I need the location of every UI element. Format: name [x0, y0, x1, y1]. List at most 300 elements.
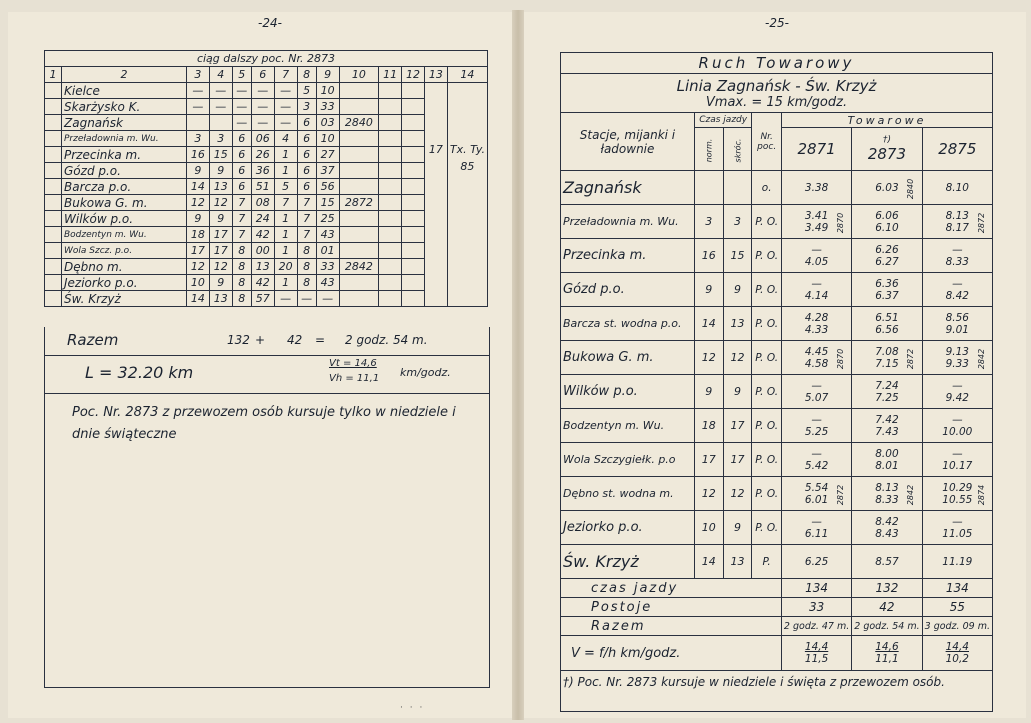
- postoje-row: [561, 598, 993, 617]
- cell-c12: [402, 179, 425, 195]
- czas-skroc: 3: [723, 205, 752, 239]
- cell-c6: 26: [251, 147, 274, 163]
- cell-c6: 08: [251, 195, 274, 211]
- left-note: Poc. Nr. 2873 z przewozem osób kursuje tylko w niedziele i dnie świąteczne: [72, 405, 456, 442]
- time-arrival: 6.25: [804, 555, 829, 568]
- cell-c5: 6: [232, 131, 251, 147]
- table-row: [561, 409, 993, 443]
- time-departure: 6.27: [875, 255, 899, 268]
- cell-c7: 1: [274, 227, 297, 243]
- czas-jazdy-row-label: czas jazdy: [561, 579, 782, 598]
- line-name: Linia Zagnańsk - Św. Krzyż: [676, 76, 877, 95]
- cell-c10: [339, 163, 379, 179]
- cell-c3: 17: [187, 243, 210, 259]
- cell-c9: 27: [316, 147, 339, 163]
- col-number: 14: [447, 67, 487, 83]
- crossing-train: 2874: [976, 484, 986, 506]
- speed-vh: 11,1: [875, 653, 899, 665]
- station-name: Św. Krzyż: [561, 545, 695, 579]
- time-cell-t1: [781, 341, 851, 375]
- cell-c7: 1: [274, 163, 297, 179]
- time-departure: 11.05: [942, 527, 973, 540]
- time-cell-t3: [922, 545, 992, 579]
- cell-c7: 5: [274, 179, 297, 195]
- col-norm-header: norm.: [704, 138, 714, 162]
- station-name: Barcza p.o.: [62, 179, 187, 195]
- time-arrival: 4.45: [804, 345, 829, 358]
- czas-skroc: 12: [723, 477, 752, 511]
- cell-c9: 56: [316, 179, 339, 195]
- vmax: Vmax. = 15 km/godz.: [705, 94, 848, 110]
- czas-norm: 9: [694, 273, 723, 307]
- table-row: [45, 83, 488, 99]
- cell-c5: 8: [232, 259, 251, 275]
- cell-c10: [339, 179, 379, 195]
- czas-jazdy-row: [561, 579, 993, 598]
- left-razem-row: [44, 327, 490, 356]
- cell-c3: [187, 115, 210, 131]
- razem-eq: =: [315, 333, 326, 347]
- station-name: Zagnańsk: [62, 115, 187, 131]
- cell-c4: —: [209, 83, 232, 99]
- station-name: Przecinka m.: [561, 239, 695, 273]
- cell-c12: [402, 275, 425, 291]
- col-number: 7: [274, 67, 297, 83]
- side-14-bottom: 85: [460, 160, 475, 173]
- cell-c11: [379, 291, 402, 307]
- cell-c4: 15: [209, 147, 232, 163]
- station-name: Bukowa G. m.: [62, 195, 187, 211]
- cell-c9: 43: [316, 275, 339, 291]
- column-number-row: [45, 67, 488, 83]
- cell-c4: 13: [209, 291, 232, 307]
- cell-c10: 2840: [339, 115, 379, 131]
- speed-value: [852, 636, 922, 671]
- cell-c5: —: [232, 115, 251, 131]
- speed-vh: 11,5: [804, 653, 829, 665]
- cell-c8: 6: [297, 179, 316, 195]
- cell-c12: [402, 99, 425, 115]
- czas-norm: 14: [694, 307, 723, 341]
- razem-row-value: 3 godz. 09 m.: [922, 617, 992, 636]
- razem-label: Razem: [67, 331, 119, 349]
- arrival-departure-marker: P. O.: [752, 307, 781, 341]
- time-arrival: —: [952, 277, 963, 290]
- time-cell-t1: [781, 409, 851, 443]
- cell-c8: 8: [297, 243, 316, 259]
- left-timetable: [44, 50, 488, 307]
- time-departure: 8.42: [945, 289, 969, 302]
- station-name: Wilków p.o.: [561, 375, 695, 409]
- time-departure: 7.43: [875, 425, 899, 438]
- row-marker: [45, 99, 62, 115]
- czas-norm: 17: [694, 443, 723, 477]
- czas-norm: 12: [694, 477, 723, 511]
- time-arrival: —: [952, 515, 963, 528]
- cell-c3: 14: [187, 291, 210, 307]
- czas-norm: 18: [694, 409, 723, 443]
- time-arrival: 6.06: [875, 209, 899, 222]
- time-departure: 9.01: [945, 323, 969, 336]
- cell-c4: 9: [209, 275, 232, 291]
- cell-c10: [339, 291, 379, 307]
- time-departure: 10.00: [942, 425, 973, 438]
- left-speed-row: [44, 355, 490, 394]
- speed-unit: km/godz.: [400, 366, 451, 379]
- cell-c9: 25: [316, 211, 339, 227]
- train-2873: [852, 128, 922, 171]
- crossing-train: 2870: [836, 348, 846, 370]
- col-number: 13: [424, 67, 447, 83]
- col-number: 2: [62, 67, 187, 83]
- razem-b: 42: [287, 333, 303, 347]
- cell-c11: [379, 83, 402, 99]
- cell-c9: 01: [316, 243, 339, 259]
- cell-c10: 2872: [339, 195, 379, 211]
- cell-c3: 18: [187, 227, 210, 243]
- table-row: [45, 211, 488, 227]
- row-marker: [45, 147, 62, 163]
- table-row: [45, 179, 488, 195]
- cell-c5: —: [232, 99, 251, 115]
- time-cell-t3: [922, 375, 992, 409]
- speed-vt: 14,4: [945, 641, 969, 653]
- cell-c12: [402, 147, 425, 163]
- col-number: 5: [232, 67, 251, 83]
- cell-c4: 12: [209, 195, 232, 211]
- cell-c7: 1: [274, 147, 297, 163]
- time-departure: 6.01: [804, 493, 829, 506]
- side-col-14: [447, 83, 487, 307]
- right-timetable: [560, 52, 993, 712]
- time-arrival: 8.00: [875, 447, 899, 460]
- cell-c12: [402, 291, 425, 307]
- cell-c3: 16: [187, 147, 210, 163]
- time-arrival: —: [811, 515, 822, 528]
- czas-norm: 10: [694, 511, 723, 545]
- time-arrival: 8.10: [945, 181, 969, 194]
- station-name: Barcza st. wodna p.o.: [561, 307, 695, 341]
- cell-c7: 1: [274, 243, 297, 259]
- table-row: [45, 227, 488, 243]
- train-2875: [922, 128, 992, 171]
- czas-skroc: 9: [723, 511, 752, 545]
- row-marker: [45, 179, 62, 195]
- cell-c12: [402, 83, 425, 99]
- train-number: 2875: [938, 140, 977, 158]
- cell-c8: 7: [297, 227, 316, 243]
- razem-plus: +: [255, 333, 266, 347]
- vh-value: Vh = 11,1: [329, 373, 380, 384]
- time-departure: 5.25: [804, 425, 829, 438]
- time-departure: 6.11: [804, 527, 829, 540]
- time-departure: 8.43: [875, 527, 899, 540]
- time-cell-t1: [781, 511, 851, 545]
- postoje-row-label: Postoje: [561, 598, 782, 617]
- cell-c8: 8: [297, 259, 316, 275]
- cell-c9: 10: [316, 83, 339, 99]
- time-arrival: 6.03: [875, 181, 899, 194]
- time-departure: 4.58: [804, 357, 829, 370]
- cell-c10: [339, 99, 379, 115]
- czas-norm: 16: [694, 239, 723, 273]
- station-name: Bodzentyn m. Wu.: [561, 409, 695, 443]
- length-value: L = 32.20 km: [85, 363, 194, 382]
- czas-jazdy-row-value: 134: [922, 579, 992, 598]
- czas-norm: 3: [694, 205, 723, 239]
- cell-c9: 15: [316, 195, 339, 211]
- time-cell-t3: [922, 205, 992, 239]
- time-cell-t3: [922, 443, 992, 477]
- arrival-departure-marker: P. O.: [752, 443, 781, 477]
- station-name: Przecinka m.: [62, 147, 187, 163]
- row-marker: [45, 211, 62, 227]
- time-departure: 10.17: [942, 459, 973, 472]
- cell-c12: [402, 163, 425, 179]
- time-cell-t1: [781, 477, 851, 511]
- cell-c8: 3: [297, 99, 316, 115]
- czas-skroc: 13: [723, 545, 752, 579]
- station-name: Wilków p.o.: [62, 211, 187, 227]
- speed-label: V = f/h km/godz.: [561, 636, 782, 671]
- crossing-train: 2842: [976, 348, 986, 370]
- time-cell-t1: [781, 443, 851, 477]
- time-arrival: 6.36: [875, 277, 899, 290]
- postoje-row-value: 55: [922, 598, 992, 617]
- time-departure: 6.10: [875, 221, 899, 234]
- cell-c10: [339, 131, 379, 147]
- cell-c8: 7: [297, 211, 316, 227]
- arrival-departure-marker: P. O.: [752, 341, 781, 375]
- cell-c9: 33: [316, 99, 339, 115]
- cell-c7: —: [274, 99, 297, 115]
- col-number: 8: [297, 67, 316, 83]
- cell-c10: [339, 147, 379, 163]
- time-departure: 4.05: [804, 255, 829, 268]
- cell-c11: [379, 163, 402, 179]
- time-arrival: 3.38: [804, 181, 829, 194]
- time-cell-t2: [852, 307, 922, 341]
- razem-row-value: 2 godz. 54 m.: [852, 617, 922, 636]
- right-page-number: -25-: [765, 16, 789, 30]
- cell-c6: 42: [251, 227, 274, 243]
- cell-c12: [402, 227, 425, 243]
- time-arrival: —: [811, 243, 822, 256]
- time-cell-t2: [852, 239, 922, 273]
- czas-norm: 9: [694, 375, 723, 409]
- time-departure: 10.55: [942, 493, 973, 506]
- cell-c7: 7: [274, 195, 297, 211]
- cell-c8: 6: [297, 147, 316, 163]
- time-departure: 5.42: [804, 459, 829, 472]
- cell-c5: 6: [232, 179, 251, 195]
- time-cell-t2: [852, 511, 922, 545]
- cell-c8: 6: [297, 131, 316, 147]
- table-row: [561, 477, 993, 511]
- cell-c6: —: [251, 99, 274, 115]
- time-cell-t2: [852, 409, 922, 443]
- time-cell-t2: [852, 443, 922, 477]
- cell-c9: 33: [316, 259, 339, 275]
- cell-c11: [379, 227, 402, 243]
- cell-c11: [379, 259, 402, 275]
- czas-skroc: 15: [723, 239, 752, 273]
- col-number: 10: [339, 67, 379, 83]
- station-name: Gózd p.o.: [561, 273, 695, 307]
- station-name: Wola Szczygiełk. p.o: [561, 443, 695, 477]
- cell-c8: 8: [297, 275, 316, 291]
- cell-c4: —: [209, 99, 232, 115]
- cell-c4: 12: [209, 259, 232, 275]
- table-row: [561, 171, 993, 205]
- row-marker: [45, 195, 62, 211]
- table-row: [45, 291, 488, 307]
- time-cell-t3: [922, 477, 992, 511]
- station-name: Bukowa G. m.: [561, 341, 695, 375]
- time-departure: 7.15: [875, 357, 899, 370]
- col-number: 4: [209, 67, 232, 83]
- time-cell-t1: [781, 239, 851, 273]
- left-header: ciąg dalszy poc. Nr. 2873: [45, 51, 488, 67]
- time-cell-t3: [922, 341, 992, 375]
- cell-c11: [379, 115, 402, 131]
- cell-c9: 10: [316, 131, 339, 147]
- arrival-departure-marker: P. O.: [752, 239, 781, 273]
- cell-c4: [209, 115, 232, 131]
- crossing-train: 2870: [836, 212, 846, 234]
- book-gutter: [512, 10, 524, 720]
- footnote: †) Poc. Nr. 2873 kursuje w niedziele i święta z przewozem osób.: [561, 671, 993, 712]
- time-cell-t1: [781, 171, 851, 205]
- cell-c6: —: [251, 115, 274, 131]
- cell-c6: 57: [251, 291, 274, 307]
- table-row: [561, 511, 993, 545]
- time-departure: 6.56: [875, 323, 899, 336]
- right-title: Ruch Towarowy: [561, 53, 993, 74]
- time-cell-t3: [922, 239, 992, 273]
- col-number: 1: [45, 67, 62, 83]
- cell-c6: —: [251, 83, 274, 99]
- cell-c3: 12: [187, 195, 210, 211]
- time-arrival: 6.26: [875, 243, 899, 256]
- cell-c9: 37: [316, 163, 339, 179]
- cell-c10: [339, 275, 379, 291]
- train-number: 2871: [797, 140, 836, 158]
- row-marker: [45, 83, 62, 99]
- table-row: [45, 195, 488, 211]
- crossing-train: 2872: [906, 348, 916, 370]
- time-arrival: —: [952, 243, 963, 256]
- cell-c8: 7: [297, 195, 316, 211]
- cell-c6: 51: [251, 179, 274, 195]
- time-departure: 8.17: [945, 221, 969, 234]
- time-arrival: —: [811, 413, 822, 426]
- razem-row-label: Razem: [561, 617, 782, 636]
- cell-c11: [379, 99, 402, 115]
- arrival-departure-marker: P. O.: [752, 273, 781, 307]
- cell-c12: [402, 115, 425, 131]
- cell-c3: 10: [187, 275, 210, 291]
- time-departure: 4.14: [804, 289, 829, 302]
- arrival-departure-marker: P.: [752, 545, 781, 579]
- time-cell-t1: [781, 273, 851, 307]
- time-arrival: —: [952, 413, 963, 426]
- cell-c5: —: [232, 83, 251, 99]
- cell-c5: 7: [232, 227, 251, 243]
- time-cell-t2: [852, 545, 922, 579]
- time-cell-t3: [922, 511, 992, 545]
- station-name: Wola Szcz. p.o.: [62, 243, 187, 259]
- cell-c9: —: [316, 291, 339, 307]
- row-marker: [45, 115, 62, 131]
- time-departure: 5.07: [804, 391, 829, 404]
- time-arrival: 9.13: [945, 345, 969, 358]
- czas-skroc: 9: [723, 375, 752, 409]
- time-arrival: 4.28: [804, 311, 829, 324]
- table-row: [561, 273, 993, 307]
- cell-c8: 6: [297, 163, 316, 179]
- table-row: [561, 239, 993, 273]
- col-number: 12: [402, 67, 425, 83]
- row-marker: [45, 163, 62, 179]
- cell-c8: 5: [297, 83, 316, 99]
- time-cell-t1: [781, 375, 851, 409]
- cell-c3: 9: [187, 163, 210, 179]
- cell-c6: 13: [251, 259, 274, 275]
- speed-vh: 10,2: [945, 653, 969, 665]
- razem-row-value: 2 godz. 47 m.: [781, 617, 851, 636]
- station-name: Bodzentyn m. Wu.: [62, 227, 187, 243]
- cell-c5: 7: [232, 211, 251, 227]
- station-name: Dębno m.: [62, 259, 187, 275]
- table-row: [45, 99, 488, 115]
- time-arrival: 6.51: [875, 311, 899, 324]
- time-arrival: 3.41: [804, 209, 829, 222]
- time-arrival: 5.54: [804, 481, 829, 494]
- arrival-departure-marker: P. O.: [752, 409, 781, 443]
- postoje-row-value: 33: [781, 598, 851, 617]
- row-marker: [45, 243, 62, 259]
- czas-skroc: 17: [723, 409, 752, 443]
- cell-c7: —: [274, 291, 297, 307]
- cell-c5: 7: [232, 195, 251, 211]
- time-cell-t2: [852, 375, 922, 409]
- cell-c9: 43: [316, 227, 339, 243]
- left-page-number: -24-: [258, 16, 282, 30]
- station-name: Przeładownia m. Wu.: [561, 205, 695, 239]
- cell-c6: 42: [251, 275, 274, 291]
- time-departure: 8.01: [875, 459, 899, 472]
- time-cell-t2: [852, 341, 922, 375]
- time-cell-t2: [852, 477, 922, 511]
- time-cell-t2: [852, 273, 922, 307]
- time-departure: 7.25: [875, 391, 899, 404]
- row-marker: [45, 291, 62, 307]
- cell-c4: 3: [209, 131, 232, 147]
- cell-c11: [379, 147, 402, 163]
- col-number: 9: [316, 67, 339, 83]
- time-cell-t3: [922, 273, 992, 307]
- crossing-train: 2872: [836, 484, 846, 506]
- cell-c7: 4: [274, 131, 297, 147]
- cell-c3: 9: [187, 211, 210, 227]
- speed-vt: 14,4: [804, 641, 829, 653]
- time-cell-t3: [922, 409, 992, 443]
- time-arrival: 10.29: [942, 481, 973, 494]
- time-cell-t1: [781, 205, 851, 239]
- time-arrival: 8.42: [875, 515, 899, 528]
- cell-c9: 03: [316, 115, 339, 131]
